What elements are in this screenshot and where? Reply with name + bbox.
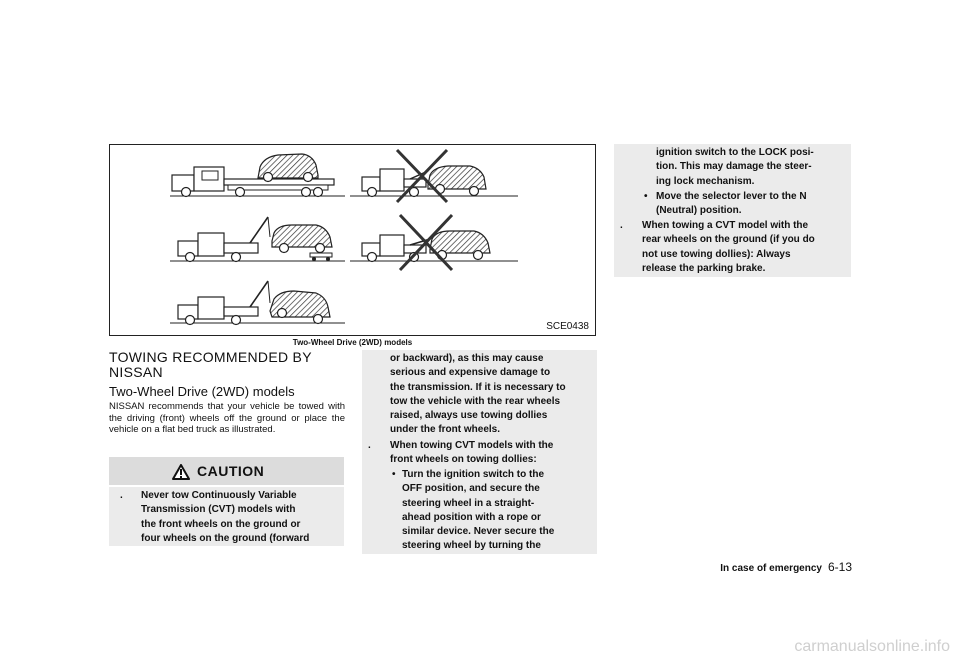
watermark: carmanualsonline.info xyxy=(794,638,950,655)
caution-body-col3: ignition switch to the LOCK posi- tion. This may damage the steer- ing lock mechanism. • Move the selector lever to the N (Neutral) position. . When towing a CVT model with the rear wheels on the ground (if you do not use towing dollies): Always release the parking brake. xyxy=(614,144,851,277)
figure-caption: Two-Wheel Drive (2WD) models xyxy=(292,338,413,347)
caution-sub-bullet-2: Move the selector lever to the N (Neutral) position. xyxy=(656,191,807,217)
intro-paragraph: NISSAN recommends that your vehicle be towed with the driving (front) wheels off the ground or place the vehicle on a flat bed truck as illustrated. xyxy=(109,401,345,435)
towing-diagram xyxy=(110,145,595,335)
caution-body-col2: or backward), as this may cause serious and expensive damage to the transmission. If it is necessary to tow the vehicle with the rear wheels raised, always use towing dollies under the front wheels. . When towing CVT models with the front wheels on towing dollies: • Turn the ignition switch to the OFF position, and secure the steering wheel in a straight- ahead position with a rope or similar device. Never secure the steering wheel by turning the xyxy=(362,350,597,554)
caution-body-col1: . Never tow Continuously Variable Transmission (CVT) models with the front wheels on the ground or four wheels on the ground (forward xyxy=(109,487,344,546)
flatbed-truck-ok xyxy=(170,154,345,197)
tow-truck-crossed-1 xyxy=(350,150,518,202)
caution-header xyxy=(109,457,344,485)
tow-truck-dollies-ok xyxy=(170,217,345,262)
page-number: 6-13 xyxy=(827,560,852,574)
figure-code: SCE0438 xyxy=(546,321,589,332)
tow-truck-wheel-lift-ok xyxy=(170,281,345,325)
caution-sub-bullet-1: Turn the ignition switch to the OFF position, and secure the steering wheel in a straight- ahead position with a rope or similar device. Never secure the steering wheel by turning the xyxy=(402,469,555,552)
caution-title: CAUTION xyxy=(197,463,265,479)
caution-sub-bullet-1-continued: ignition switch to the LOCK posi- tion. This may damage the steer- ing lock mechanism. xyxy=(656,147,814,187)
caution-bullet-2: When towing CVT models with the front wheels on towing dollies: xyxy=(390,440,554,466)
warning-triangle-icon xyxy=(172,464,190,480)
chapter-name: In case of emergency xyxy=(720,563,822,574)
caution-bullet-3: When towing a CVT model with the rear wheels on the ground (if you do not use towing dollies): Always release the parking brake. xyxy=(642,220,815,274)
tow-truck-crossed-2 xyxy=(350,215,518,270)
page-footer xyxy=(692,560,852,574)
caution-bullet-1-continued: or backward), as this may cause serious and expensive damage to the transmission. If it is necessary to tow the vehicle with the rear wheels raised, always use towing dollies under the front wheels. xyxy=(390,353,566,436)
caution-bullet-1: Never tow Continuously Variable Transmission (CVT) models with the front wheels on the ground or four wheels on the ground (forward xyxy=(141,490,310,544)
section-title: TOWING RECOMMENDED BY NISSAN xyxy=(109,349,312,380)
section-subtitle: Two-Wheel Drive (2WD) models xyxy=(109,384,295,399)
towing-illustration xyxy=(109,144,596,336)
